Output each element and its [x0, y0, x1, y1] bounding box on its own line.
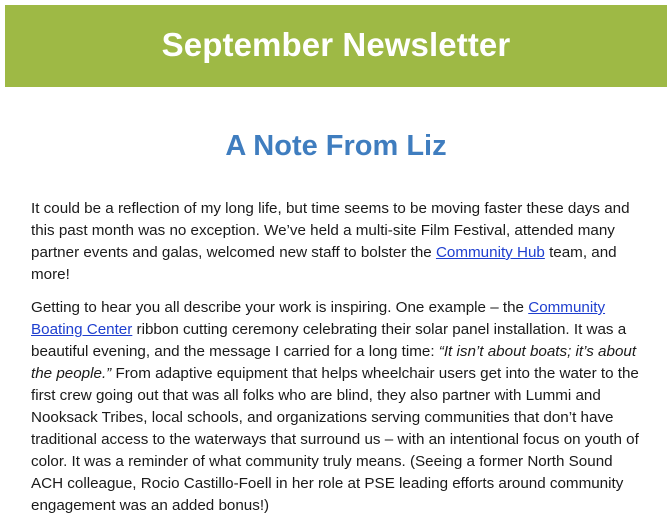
- section-heading: A Note From Liz: [225, 130, 447, 162]
- community-boating-center-link[interactable]: Community Boating Center: [31, 299, 606, 338]
- paragraph-2-text-3: From adaptive equipment that helps wheelchair users get into the water to the first crew going out that was all folks who are blind, they also partner with Lummi and Nooksack Tribes, local schools, and organizations serving communities that don’t have traditional access to the waterways that surround us – with an intentional focus on youth of color. It was a reminder of what community truly means. (Seeing a former North Sound ACH colleague, Rocio Castillo-Foell in her role at PSE leading efforts around community engagement was an added bonus!): [31, 365, 639, 514]
- newsletter-banner: [5, 5, 667, 87]
- paragraph-1-text-2: team, and more!: [31, 244, 617, 283]
- paragraph-2: [31, 297, 643, 517]
- paragraph-1: [31, 198, 643, 286]
- community-hub-link[interactable]: Community Hub: [435, 244, 545, 261]
- letter-content: [31, 198, 643, 528]
- paragraph-1-text-1: It could be a reflection of my long life, but time seems to be moving faster these days and this past month was no exception. We’ve held a multi-site Film Festival, attended many partner events and galas, welcomed new staff to bolster the: [31, 200, 630, 261]
- paragraph-2-text-1: Getting to hear you all describe your work is inspiring. One example – the: [31, 299, 529, 316]
- banner-title: September Newsletter: [161, 26, 511, 63]
- paragraph-2-quote: “It isn’t about boats; it’s about the people.”: [31, 343, 637, 382]
- paragraph-2-text-2: ribbon cutting ceremony celebrating their solar panel installation. It was a beautiful evening, and the message I carried for a long time:: [31, 321, 627, 360]
